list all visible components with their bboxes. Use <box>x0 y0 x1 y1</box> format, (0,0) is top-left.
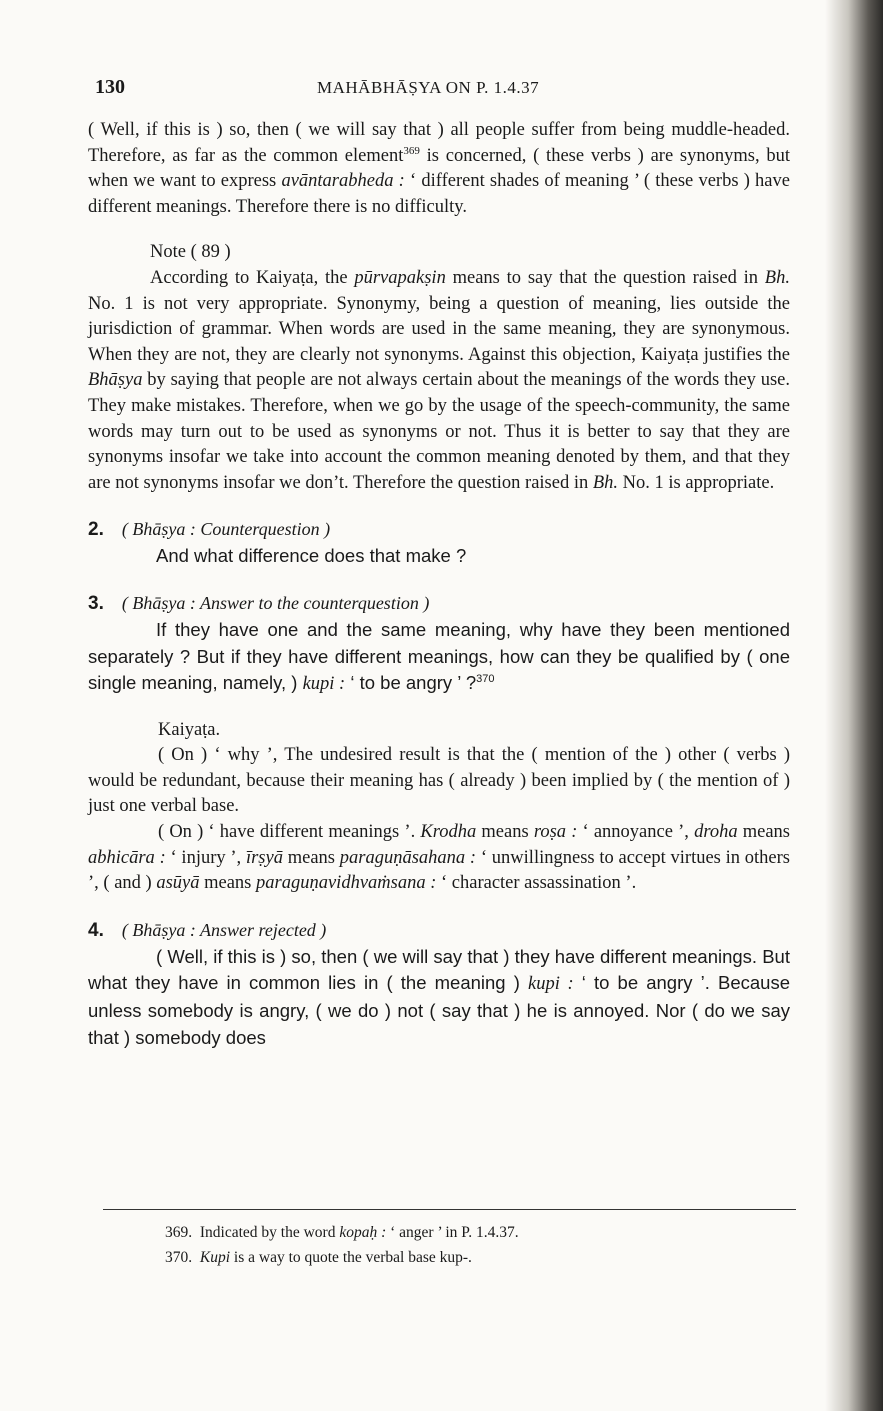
page-number: 130 <box>95 76 125 98</box>
kaiyata-paragraph-1: ( On ) ‘ why ’, The undesired result is that the ( mention of the ) other ( verbs ) would be redundant, because their meaning has ( already ) been implied by ( the mention of ) just one verbal base. <box>88 745 790 817</box>
note-title: Note ( 89 ) <box>150 242 231 263</box>
running-title: MAHĀBHĀṢYA ON P. 1.4.37 <box>317 78 540 97</box>
footnote-369: 369. Indicated by the word kopaḥ : ‘ anger ’ in P. 1.4.37. <box>165 1224 519 1241</box>
page-body <box>88 118 790 1051</box>
section-4-heading: 4. ( Bhāṣya : Answer rejected ) <box>88 919 327 941</box>
page-header <box>95 76 795 104</box>
kaiyata-paragraph-2: ( On ) ‘ have different meanings ’. Krodha means roṣa : ‘ annoyance ’, droha means abhicāra : ‘ injury ’, īrṣyā means paraguṇāsahana : ‘ unwillingness to accept virtues in others ’, ( and ) asūyā means paraguṇavidhvaṁsana : ‘ character assassination ’. <box>88 822 791 894</box>
paragraph-1: ( Well, if this is ) so, then ( we will say that ) all people suffer from being muddle-headed. Therefore, as far as the common element$^{369}$ is concerned, ( these verbs ) are synonyms, but when we want to express avāntarabheda : ‘ different shades of meaning ’ ( these verbs ) have different meanings. Therefore there is no difficulty. <box>88 120 790 217</box>
page-gutter-shadow <box>825 0 883 1411</box>
footnote-370: 370. Kupi is a way to quote the verbal base kup-. <box>165 1249 472 1266</box>
section-3-heading: 3. ( Bhāṣya : Answer to the counterquestion ) <box>88 592 430 614</box>
footnote-rule <box>103 1209 796 1210</box>
section-3-text: If they have one and the same meaning, why have they been mentioned separately ? But if they have different meanings, how can they be qualified by ( one single meaning, namely, ) kupi : ‘ to be angry ’ ?$^{370}$ <box>88 618 790 695</box>
kaiyata-title: Kaiyaṭa. <box>158 719 221 740</box>
section-4-text: ( Well, if this is ) so, then ( we will say that ) they have different meanings. But what they have in common lies in ( the meaning ) kupi : ‘ to be angry ’. Because unless somebody is angry, ( we do ) not ( say that ) he is annoyed. Nor ( do we say that ) somebody does <box>88 945 790 1048</box>
note-paragraph: According to Kaiyaṭa, the pūrvapakṣin means to say that the question raised in Bh. No. 1 is not very appropriate. Synonymy, being a question of meaning, lies outside the jurisdiction of grammar. When words are used in the same meaning, they are synonymous. When they are not, they are clearly not synonyms. Against this objection, Kaiyaṭa justifies the Bhāṣya by saying that people are not always certain about the meanings of the words they use. They make mistakes. Therefore, when we go by the usage of the speech-community, the same words may turn out to be used as synonyms or not. Thus it is better to say that they are synonyms insofar we take into account the common meaning denoted by them, and that they are not synonyms insofar we don’t. Therefore the question raised in Bh. No. 1 is appropriate. <box>88 267 790 493</box>
section-2-heading: 2. ( Bhāṣya : Counterquestion ) <box>88 519 331 541</box>
section-2-text: And what difference does that make ? <box>156 545 467 567</box>
